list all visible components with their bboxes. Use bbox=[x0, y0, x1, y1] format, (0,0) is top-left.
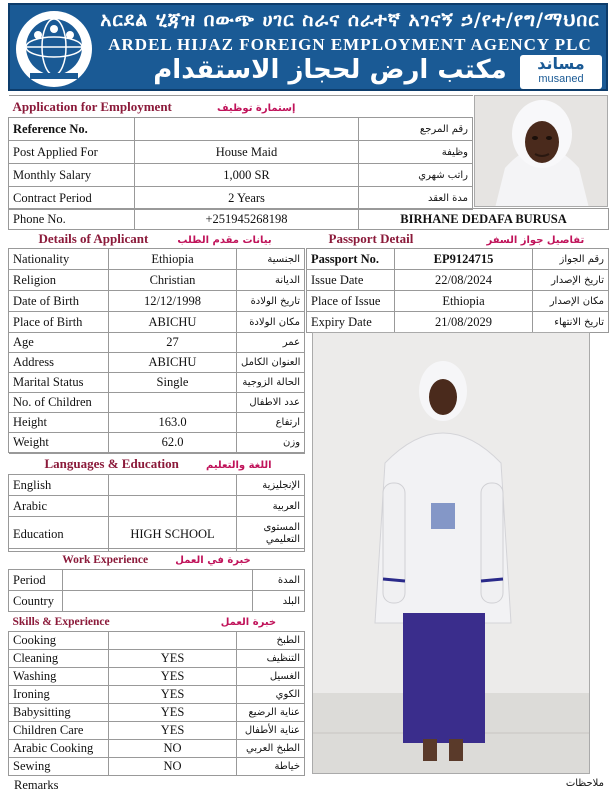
field-label: Issue Date bbox=[307, 270, 395, 291]
field-value: House Maid bbox=[135, 141, 359, 164]
field-label: Expiry Date bbox=[307, 312, 395, 333]
remarks-label-ar: ملاحظات bbox=[565, 778, 604, 789]
field-label: Weight bbox=[9, 433, 109, 453]
remarks-row bbox=[8, 776, 608, 796]
table-row bbox=[9, 650, 305, 668]
field-value: 27 bbox=[109, 333, 237, 353]
table-row bbox=[307, 291, 609, 312]
field-value: NO bbox=[109, 740, 237, 758]
field-value: YES bbox=[109, 722, 237, 740]
field-value: 22/08/2024 bbox=[395, 270, 533, 291]
work-title-row bbox=[9, 549, 305, 570]
phone-label: Phone No. bbox=[9, 209, 135, 230]
skills-title-row bbox=[9, 612, 305, 632]
table-row bbox=[9, 722, 305, 740]
field-label: Children Care bbox=[9, 722, 109, 740]
passport-title-row bbox=[307, 230, 609, 249]
application-title-row bbox=[9, 96, 473, 118]
field-label-ar: ارتفاع bbox=[237, 413, 305, 433]
table-row bbox=[307, 249, 609, 270]
field-value: NO bbox=[109, 758, 237, 776]
applicant-face-photo bbox=[474, 95, 608, 207]
field-value bbox=[135, 118, 359, 141]
field-label: Country bbox=[9, 591, 63, 612]
languages-title-row bbox=[9, 454, 305, 475]
field-label: Ironing bbox=[9, 686, 109, 704]
agency-globe-logo-icon bbox=[16, 11, 92, 87]
application-title-ar: إستمارة توظيف bbox=[217, 102, 296, 114]
work-table bbox=[8, 548, 305, 612]
table-row bbox=[307, 312, 609, 333]
table-row bbox=[9, 164, 473, 187]
field-label-ar: وزن bbox=[237, 433, 305, 453]
application-table bbox=[8, 95, 473, 210]
field-label: Washing bbox=[9, 668, 109, 686]
table-row bbox=[9, 249, 305, 270]
table-row bbox=[9, 570, 305, 591]
applicant-name: BIRHANE DEDAFA BURUSA bbox=[359, 209, 609, 230]
field-label-ar: البلد bbox=[253, 591, 305, 612]
table-row bbox=[9, 758, 305, 776]
table-row bbox=[9, 475, 305, 496]
agency-header-banner bbox=[8, 3, 608, 91]
field-label: Monthly Salary bbox=[9, 164, 135, 187]
table-row bbox=[9, 517, 305, 552]
field-label-ar: تاريخ الإصدار bbox=[533, 270, 609, 291]
field-label-ar: تاريخ الانتهاء bbox=[533, 312, 609, 333]
field-value bbox=[63, 591, 253, 612]
field-label-ar: المدة bbox=[253, 570, 305, 591]
field-value bbox=[109, 496, 237, 517]
field-label: Reference No. bbox=[9, 118, 135, 141]
field-label-ar: الغسيل bbox=[237, 668, 305, 686]
passport-table bbox=[306, 229, 609, 333]
field-label: Place of Issue bbox=[307, 291, 395, 312]
field-label-ar: عدد الاطفال bbox=[237, 393, 305, 413]
remarks-label: Remarks bbox=[14, 778, 59, 792]
field-label-ar: عناية الأطفال bbox=[237, 722, 305, 740]
passport-title: Passport Detail bbox=[328, 231, 414, 246]
field-value: YES bbox=[109, 686, 237, 704]
table-row bbox=[9, 118, 473, 141]
header-amharic-name: አርደል ሂጃዝ በውጭ ሀገር ስራና ሰራተኛ አገናኝ ኃ/የተ/የግ/ማህበር bbox=[100, 9, 600, 31]
field-value: 1,000 SR bbox=[135, 164, 359, 187]
field-label-ar: تاريخ الولادة bbox=[237, 291, 305, 312]
field-label: Marital Status bbox=[9, 373, 109, 393]
field-value: YES bbox=[109, 650, 237, 668]
table-row bbox=[307, 270, 609, 291]
field-label: Religion bbox=[9, 270, 109, 291]
table-row bbox=[9, 632, 305, 650]
table-row bbox=[9, 270, 305, 291]
field-label-ar: مكان الولادة bbox=[237, 312, 305, 333]
table-row bbox=[9, 353, 305, 373]
field-label: Age bbox=[9, 333, 109, 353]
field-label-ar: الجنسية bbox=[237, 249, 305, 270]
passport-title-ar: تفاصيل جواز السفر bbox=[486, 235, 585, 246]
field-value: 2 Years bbox=[135, 187, 359, 210]
table-row bbox=[9, 291, 305, 312]
field-value: 163.0 bbox=[109, 413, 237, 433]
details-title-row bbox=[9, 230, 305, 249]
field-label-ar: رقم المرجع bbox=[359, 118, 473, 141]
field-label: Education bbox=[9, 517, 109, 552]
table-row bbox=[9, 373, 305, 393]
field-label: Date of Birth bbox=[9, 291, 109, 312]
details-title: Details of Applicant bbox=[38, 231, 149, 246]
header-arabic-name: مكتب ارض لحجاز الاستقدام bbox=[153, 55, 507, 85]
table-row bbox=[9, 333, 305, 353]
field-label: Contract Period bbox=[9, 187, 135, 210]
applicant-full-photo bbox=[312, 332, 590, 774]
field-label-ar: عمر bbox=[237, 333, 305, 353]
field-value: Ethiopia bbox=[395, 291, 533, 312]
field-label: English bbox=[9, 475, 109, 496]
field-label: Period bbox=[9, 570, 63, 591]
field-value bbox=[109, 393, 237, 413]
field-value bbox=[109, 632, 237, 650]
header-english-name: ARDEL HIJAZ FOREIGN EMPLOYMENT AGENCY PLC bbox=[108, 35, 592, 54]
field-label: Babysitting bbox=[9, 704, 109, 722]
table-row bbox=[9, 141, 473, 164]
field-label: Post Applied For bbox=[9, 141, 135, 164]
field-label-ar: مدة العقد bbox=[359, 187, 473, 210]
languages-title: Languages & Education bbox=[44, 456, 179, 471]
details-title-ar: بيانات مقدم الطلب bbox=[177, 235, 272, 246]
field-label: Place of Birth bbox=[9, 312, 109, 333]
phone-value: +251945268198 bbox=[135, 209, 359, 230]
table-row bbox=[9, 433, 305, 453]
field-value: Single bbox=[109, 373, 237, 393]
field-value: 21/08/2029 bbox=[395, 312, 533, 333]
work-title: Work Experience bbox=[62, 553, 149, 566]
musaned-english: musaned bbox=[538, 73, 584, 85]
table-row bbox=[9, 187, 473, 210]
table-row bbox=[9, 393, 305, 413]
field-label-ar: التنظيف bbox=[237, 650, 305, 668]
field-value: ABICHU bbox=[109, 353, 237, 373]
field-label-ar: العربية bbox=[237, 496, 305, 517]
table-row bbox=[9, 668, 305, 686]
details-table bbox=[8, 229, 305, 453]
field-value: HIGH SCHOOL bbox=[109, 517, 237, 552]
field-label: Cooking bbox=[9, 632, 109, 650]
phone-table bbox=[8, 208, 609, 230]
field-label: No. of Children bbox=[9, 393, 109, 413]
field-label-ar: الطبخ bbox=[237, 632, 305, 650]
table-row bbox=[9, 686, 305, 704]
field-value: 62.0 bbox=[109, 433, 237, 453]
field-label-ar: الديانة bbox=[237, 270, 305, 291]
musaned-logo bbox=[520, 55, 602, 89]
field-label-ar: الكوي bbox=[237, 686, 305, 704]
field-value: 12/12/1998 bbox=[109, 291, 237, 312]
field-label-ar: الطبخ العربي bbox=[237, 740, 305, 758]
field-value: Christian bbox=[109, 270, 237, 291]
table-row bbox=[9, 312, 305, 333]
field-label-ar: خياطة bbox=[237, 758, 305, 776]
musaned-arabic: مساند bbox=[537, 54, 585, 73]
field-label: Passport No. bbox=[307, 249, 395, 270]
field-label: Arabic Cooking bbox=[9, 740, 109, 758]
field-label: Sewing bbox=[9, 758, 109, 776]
application-title: Application for Employment bbox=[12, 98, 172, 114]
field-value bbox=[109, 475, 237, 496]
skills-title-ar: خبرة العمل bbox=[220, 617, 277, 628]
skills-title: Skills & Experience bbox=[12, 616, 110, 628]
table-row bbox=[9, 209, 609, 230]
field-value bbox=[63, 570, 253, 591]
field-label-ar: المستوى التعليمي bbox=[237, 517, 305, 552]
field-label: Address bbox=[9, 353, 109, 373]
field-value: YES bbox=[109, 704, 237, 722]
field-value: YES bbox=[109, 668, 237, 686]
languages-title-ar: اللغة والتعليم bbox=[206, 460, 272, 471]
table-row bbox=[9, 704, 305, 722]
field-label-ar: رقم الجواز bbox=[533, 249, 609, 270]
field-label-ar: الحالة الزوجية bbox=[237, 373, 305, 393]
field-label-ar: راتب شهري bbox=[359, 164, 473, 187]
work-title-ar: خبرة في العمل bbox=[175, 554, 251, 566]
table-row bbox=[9, 496, 305, 517]
skills-table bbox=[8, 611, 305, 776]
table-row bbox=[9, 740, 305, 758]
field-label-ar: العنوان الكامل bbox=[237, 353, 305, 373]
field-label: Nationality bbox=[9, 249, 109, 270]
field-label-ar: الإنجليزية bbox=[237, 475, 305, 496]
field-label-ar: وظيفة bbox=[359, 141, 473, 164]
table-row bbox=[9, 413, 305, 433]
field-label-ar: مكان الإصدار bbox=[533, 291, 609, 312]
field-value: Ethiopia bbox=[109, 249, 237, 270]
field-label-ar: عناية الرضيع bbox=[237, 704, 305, 722]
field-label: Cleaning bbox=[9, 650, 109, 668]
languages-table bbox=[8, 453, 305, 552]
field-value: EP9124715 bbox=[395, 249, 533, 270]
field-label: Height bbox=[9, 413, 109, 433]
table-row bbox=[9, 591, 305, 612]
field-value: ABICHU bbox=[109, 312, 237, 333]
field-label: Arabic bbox=[9, 496, 109, 517]
